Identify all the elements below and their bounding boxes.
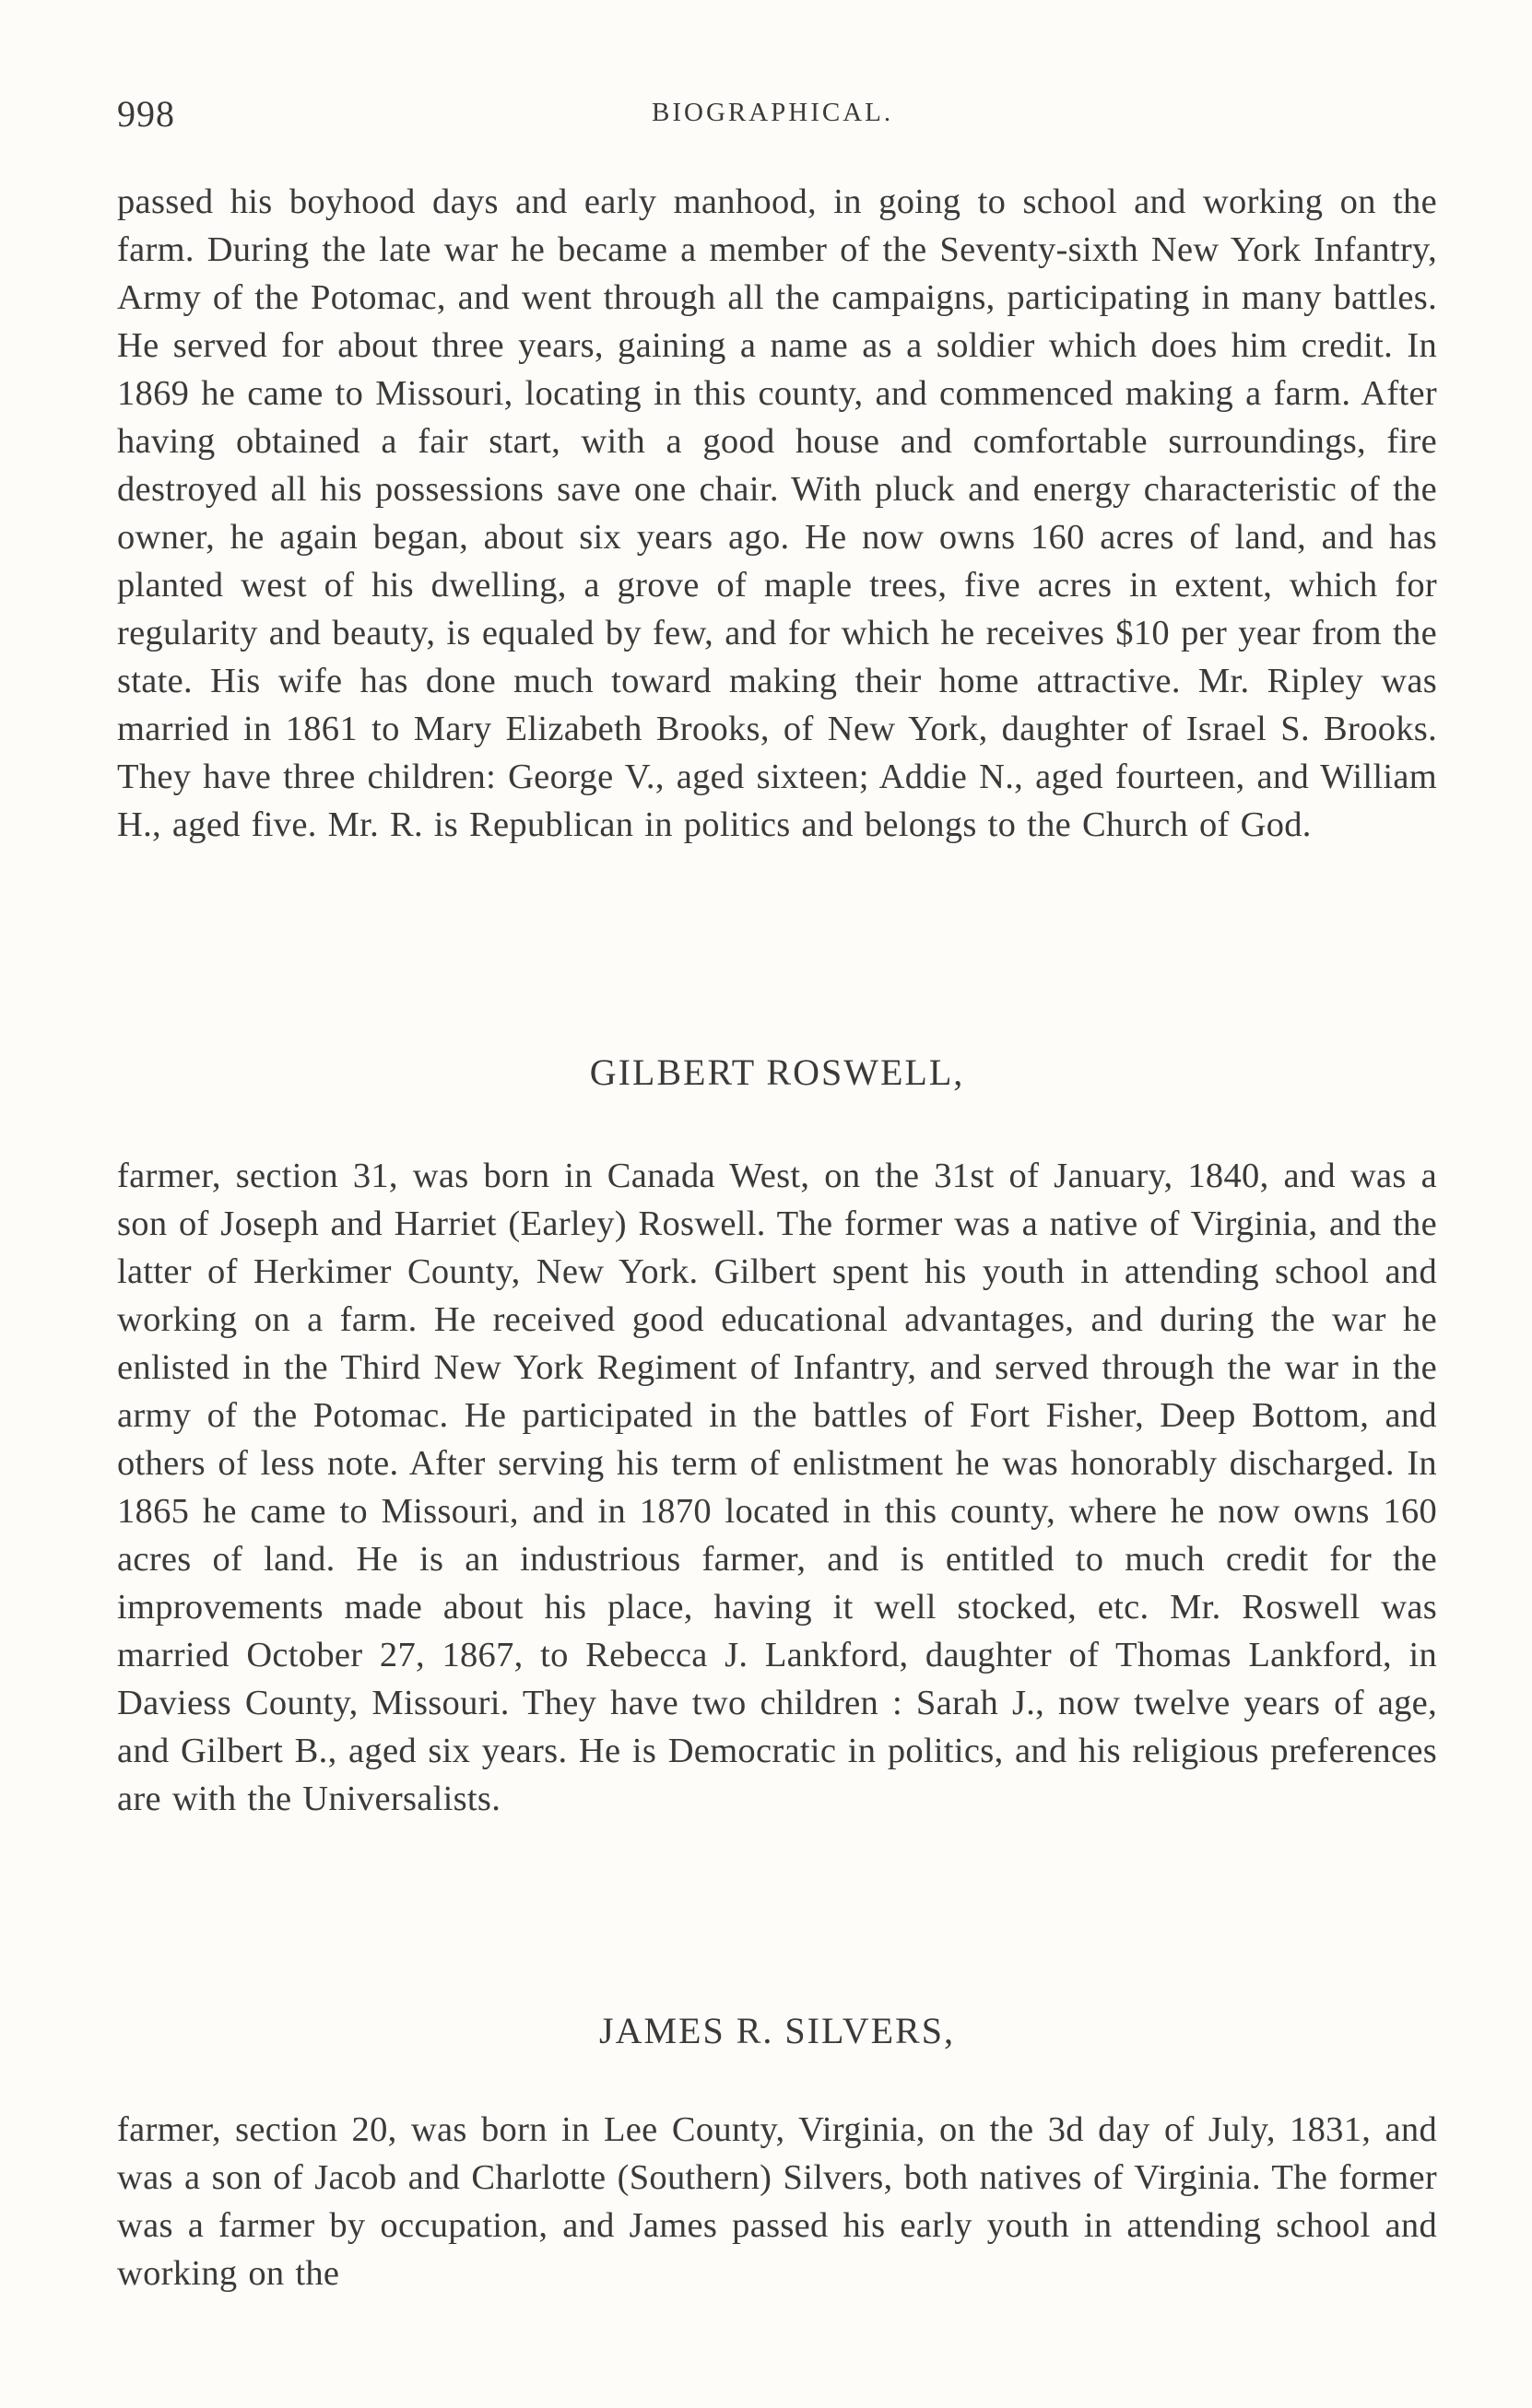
running-title: BIOGRAPHICAL. [652, 98, 894, 127]
running-head [117, 92, 1435, 138]
body-paragraph: passed his boyhood days and early manhood, in going to school and working on the farm. During the late war he became a member of the Seventy-sixth New York Infantry, Army of the Potomac, and went through all the campaigns, participating in many battles. He served for about three years, gaining a name as a soldier which does him credit. In 1869 he came to Missouri, locating in this county, and commenced making a farm. After having obtained a fair start, with a good house and comfortable surroundings, fire destroyed all his possessions save one chair. With pluck and energy characteristic of the owner, he again began, about six years ago. He now owns 160 acres of land, and has planted west of his dwelling, a grove of maple trees, five acres in extent, which for regularity and beauty, is equaled by few, and for which he receives $10 per year from the state. His wife has done much toward making their home attractive. Mr. Ripley was married in 1861 to Mary Elizabeth Brooks, of New York, daughter of Israel S. Brooks. They have three children: George V., aged sixteen; Addie N., aged fourteen, and William H., aged five. Mr. R. is Republican in politics and belongs to the Church of God. [117, 182, 1437, 844]
silvers-biography [117, 2106, 1437, 2297]
roswell-biography [117, 1152, 1437, 1823]
page-number: 998 [117, 93, 175, 135]
body-paragraph: farmer, section 20, was born in Lee County, Virginia, on the 3d day of July, 1831, and was a son of Jacob and Charlotte (Southern) Silvers, both natives of Virginia. The former was a farmer by occupation, and James passed his early youth in attending school and working on the [117, 2110, 1437, 2293]
body-paragraph: farmer, section 31, was born in Canada West, on the 31st of January, 1840, and was a son of Joseph and Harriet (Earley) Roswell. The former was a native of Virginia, and the latter of Herkimer County, New York. Gilbert spent his youth in attending school and working on a farm. He received good educational advantages, and during the war he enlisted in the Third New York Regiment of Infantry, and served through the war in the army of the Potomac. He participated in the battles of Fort Fisher, Deep Bottom, and others of less note. After serving his term of enlistment he was honorably discharged. In 1865 he came to Missouri, and in 1870 located in this county, where he now owns 160 acres of land. He is an industrious farmer, and is entitled to much credit for the improvements made about his place, having it well stocked, etc. Mr. Roswell was married October 27, 1867, to Rebecca J. Lankford, daughter of Thomas Lankford, in Daviess County, Missouri. They have two children : Sarah J., now twelve years of age, and Gilbert B., aged six years. He is Democratic in politics, and his religious preferences are with the Universalists. [117, 1157, 1437, 1818]
ripley-biography-continued [117, 178, 1437, 849]
section-heading-silvers: JAMES R. SILVERS, [599, 2010, 955, 2051]
section-heading-roswell: GILBERT ROSWELL, [589, 1051, 965, 1093]
